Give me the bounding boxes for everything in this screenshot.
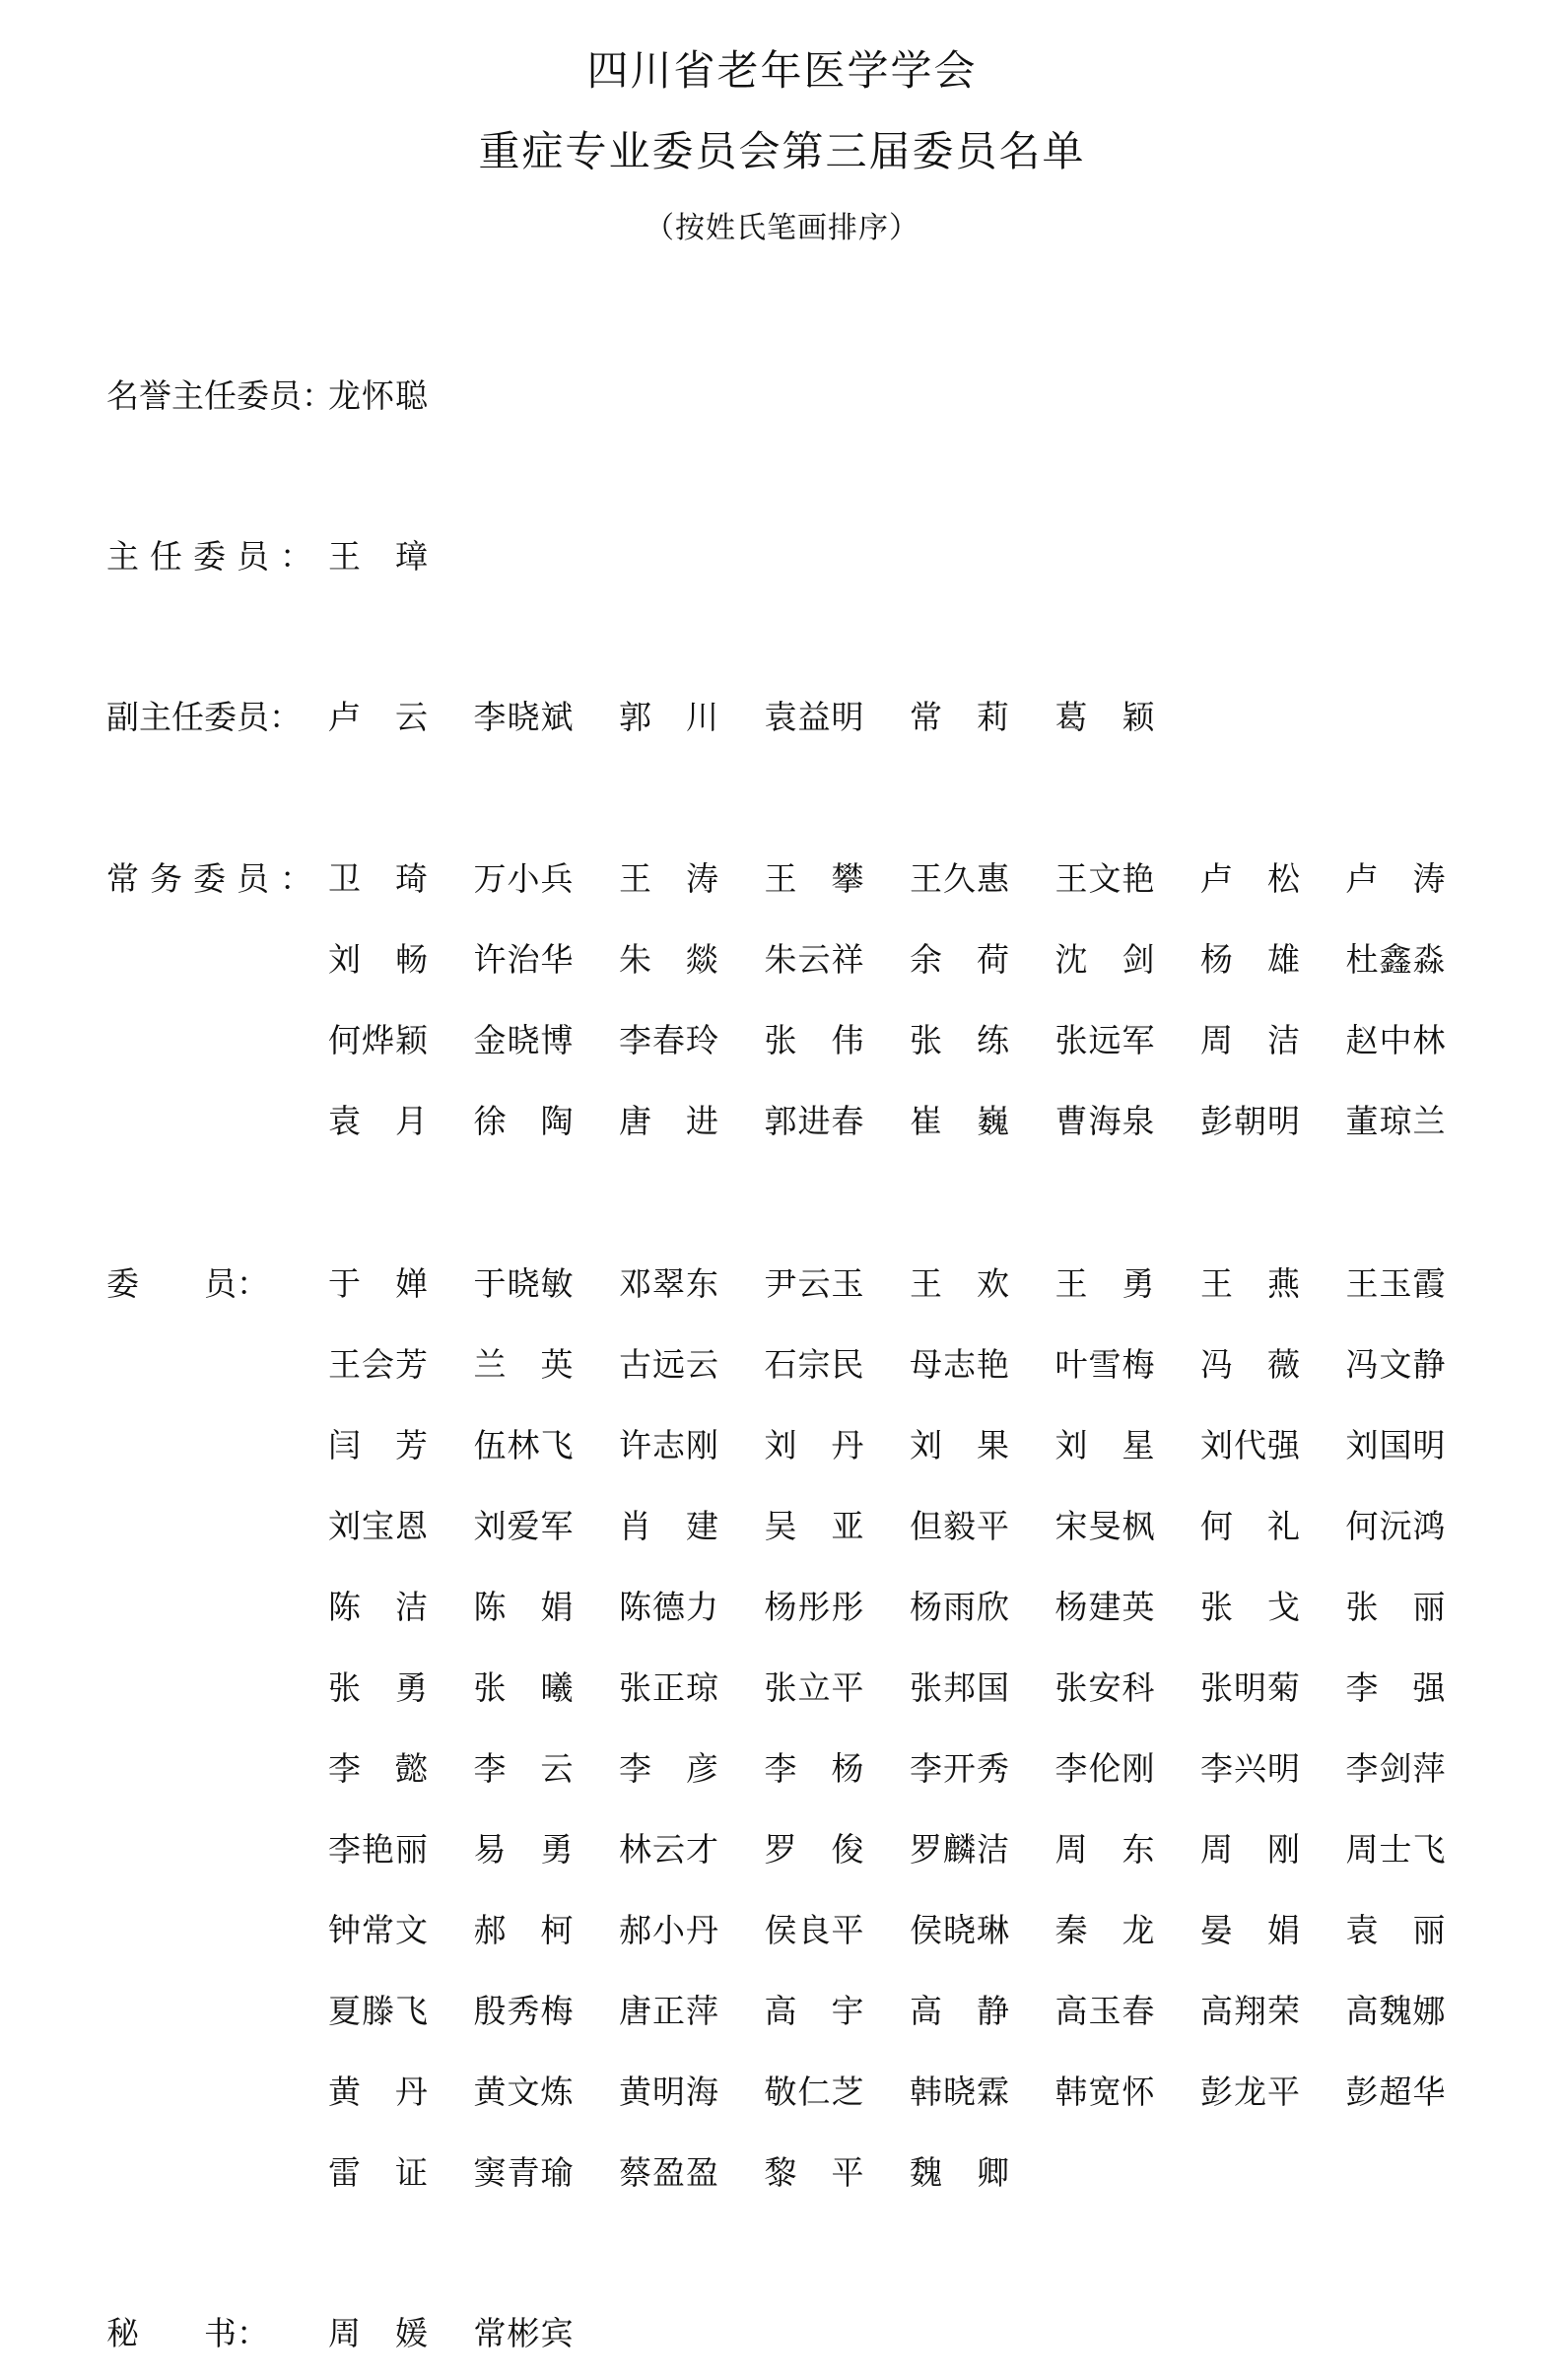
member-name: 古远云: [619, 1345, 719, 1384]
member-name: 韩晓霖: [910, 2073, 1010, 2111]
member-name: 李剑萍: [1345, 1749, 1447, 1788]
member-name: 卢 涛: [1345, 859, 1447, 898]
member-name: 侯良平: [764, 1911, 865, 1949]
member-name: 李春玲: [619, 1021, 719, 1059]
member-name: 罗麟洁: [910, 1830, 1010, 1869]
member-name: 林云才: [619, 1830, 719, 1869]
member-name: 杜鑫淼: [1345, 940, 1447, 979]
member-name: 王 燕: [1200, 1264, 1301, 1303]
member-name: 张正琼: [619, 1668, 719, 1707]
member-name: 袁 丽: [1345, 1911, 1447, 1949]
member-name: 张 戈: [1200, 1588, 1301, 1626]
member-name: 陈 娟: [473, 1588, 575, 1626]
member-name: 魏 卿: [910, 2153, 1010, 2192]
member-name: 刘宝恩: [328, 1507, 429, 1545]
member-name: 李 懿: [328, 1749, 429, 1788]
member-name: 高 宇: [764, 1992, 865, 2030]
member-name: 秦 龙: [1054, 1911, 1156, 1949]
member-name: 杨彤彤: [764, 1588, 865, 1626]
member-name: 伍林飞: [473, 1426, 575, 1464]
member-name: 陈德力: [619, 1588, 719, 1626]
member-name: 王 璋: [328, 537, 429, 576]
member-name: 刘爱军: [473, 1507, 575, 1545]
member-name: 李 杨: [764, 1749, 865, 1788]
member-name: 许志刚: [619, 1426, 719, 1464]
member-name: 王 攀: [764, 859, 865, 898]
member-name: 李兴明: [1200, 1749, 1301, 1788]
member-name: 高 静: [910, 1992, 1010, 2030]
member-name: 邓翠东: [619, 1264, 719, 1303]
member-name: 彭朝明: [1200, 1102, 1301, 1140]
member-name: 罗 俊: [764, 1830, 865, 1869]
member-name: 黄 丹: [328, 2073, 429, 2111]
member-name: 黎 平: [764, 2153, 865, 2192]
member-name: 李 彦: [619, 1749, 719, 1788]
member-name: 彭龙平: [1200, 2073, 1301, 2111]
member-name: 李晓斌: [473, 698, 575, 736]
member-name: 王会芳: [328, 1345, 429, 1384]
member-name: 卢 松: [1200, 859, 1301, 898]
member-name: 曹海泉: [1054, 1102, 1156, 1140]
member-name: 高玉春: [1054, 1992, 1156, 2030]
name-list: [328, 698, 1491, 737]
member-name: 于 婵: [328, 1264, 429, 1303]
member-name: 冯文静: [1345, 1345, 1447, 1384]
member-name: 王玉霞: [1345, 1264, 1447, 1303]
member-name: 高翔荣: [1200, 1992, 1301, 2030]
member-name: 黄文炼: [473, 2073, 575, 2111]
member-name: 张 丽: [1345, 1588, 1447, 1626]
member-name: 张 曦: [473, 1668, 575, 1707]
member-name: 蔡盈盈: [619, 2153, 719, 2192]
member-name: 袁益明: [764, 698, 865, 736]
member-name: 李伦刚: [1054, 1749, 1156, 1788]
member-name: 刘代强: [1200, 1426, 1301, 1464]
member-name: 高魏娜: [1345, 1992, 1447, 2030]
member-name: 王 涛: [619, 859, 719, 898]
member-name: 兰 英: [473, 1345, 575, 1384]
member-name: 余 荷: [910, 940, 1010, 979]
member-name: 张 伟: [764, 1021, 865, 1059]
member-name: 刘 星: [1054, 1426, 1156, 1464]
member-name: 于晓敏: [473, 1264, 575, 1303]
member-name: 周 刚: [1200, 1830, 1301, 1869]
member-name: 周士飞: [1345, 1830, 1447, 1869]
member-name: 敬仁芝: [764, 2073, 865, 2111]
member-name: 闫 芳: [328, 1426, 429, 1464]
member-name: 常 莉: [910, 698, 1010, 736]
member-name: 张邦国: [910, 1668, 1010, 1707]
member-name: 唐正萍: [619, 1992, 719, 2030]
section-label: 副主任委员：: [106, 698, 302, 736]
member-name: 张 练: [910, 1021, 1010, 1059]
member-name: 周 东: [1054, 1830, 1156, 1869]
member-name: 刘 果: [910, 1426, 1010, 1464]
member-name: 王 欢: [910, 1264, 1010, 1303]
member-name: 杨雨欣: [910, 1588, 1010, 1626]
member-name: 卫 琦: [328, 859, 429, 898]
member-name: 杨建英: [1054, 1588, 1156, 1626]
section-label: 常务委员：: [106, 859, 323, 898]
member-name: 常彬宾: [473, 2314, 575, 2352]
member-name: 尹云玉: [764, 1264, 865, 1303]
member-name: 殷秀梅: [473, 1992, 575, 2030]
member-name: 张安科: [1054, 1668, 1156, 1707]
member-name: 张立平: [764, 1668, 865, 1707]
member-name: 王久惠: [910, 859, 1010, 898]
name-list: [328, 859, 1491, 1141]
member-name: 周 洁: [1200, 1021, 1301, 1059]
section-label: 秘 书：: [106, 2314, 269, 2352]
member-name: 朱云祥: [764, 940, 865, 979]
member-name: 葛 颖: [1054, 698, 1156, 736]
member-name: 崔 巍: [910, 1102, 1010, 1140]
member-name: 李开秀: [910, 1749, 1010, 1788]
member-name: 雷 证: [328, 2153, 429, 2192]
member-name: 宋旻枫: [1054, 1507, 1156, 1545]
name-list: [328, 2314, 1491, 2353]
member-name: 沈 剑: [1054, 940, 1156, 979]
member-name: 夏滕飞: [328, 1992, 429, 2030]
member-name: 李艳丽: [328, 1830, 429, 1869]
name-list: [328, 1264, 1491, 2193]
name-list: [328, 376, 1491, 416]
member-name: 龙怀聪: [328, 376, 429, 415]
member-name: 王文艳: [1054, 859, 1156, 898]
member-name: 陈 洁: [328, 1588, 429, 1626]
member-name: 张明菊: [1200, 1668, 1301, 1707]
member-name: 张 勇: [328, 1668, 429, 1707]
member-name: 郭 川: [619, 698, 719, 736]
member-name: 董琼兰: [1345, 1102, 1447, 1140]
member-name: 张远军: [1054, 1021, 1156, 1059]
member-name: 刘 畅: [328, 940, 429, 979]
member-name: 吴 亚: [764, 1507, 865, 1545]
member-name: 徐 陶: [473, 1102, 575, 1140]
member-name: 肖 建: [619, 1507, 719, 1545]
member-name: 易 勇: [473, 1830, 575, 1869]
member-name: 叶雪梅: [1054, 1345, 1156, 1384]
member-name: 卢 云: [328, 698, 429, 736]
member-name: 侯晓琳: [910, 1911, 1010, 1949]
member-name: 郝小丹: [619, 1911, 719, 1949]
member-name: 石宗民: [764, 1345, 865, 1384]
member-name: 李 云: [473, 1749, 575, 1788]
member-name: 刘国明: [1345, 1426, 1447, 1464]
member-name: 郭进春: [764, 1102, 865, 1140]
document-subtitle: （按姓氏笔画排序）: [645, 211, 919, 245]
member-name: 郝 柯: [473, 1911, 575, 1949]
member-name: 冯 薇: [1200, 1345, 1301, 1384]
member-name: 钟常文: [328, 1911, 429, 1949]
member-name: 刘 丹: [764, 1426, 865, 1464]
name-list: [328, 537, 1491, 577]
member-name: 李 强: [1345, 1668, 1447, 1707]
member-name: 周 媛: [328, 2314, 429, 2352]
member-name: 许治华: [473, 940, 575, 979]
member-name: 唐 进: [619, 1102, 719, 1140]
document-title-line2: 重症专业委员会第三届委员名单: [478, 127, 1086, 175]
member-name: 杨 雄: [1200, 940, 1301, 979]
member-name: 袁 月: [328, 1102, 429, 1140]
section-label: 名誉主任委员：: [106, 376, 334, 415]
member-name: 韩宽怀: [1054, 2073, 1156, 2111]
member-name: 何沅鸿: [1345, 1507, 1447, 1545]
member-name: 赵中林: [1345, 1021, 1447, 1059]
member-name: 窦青瑜: [473, 2153, 575, 2192]
member-name: 彭超华: [1345, 2073, 1447, 2111]
section-label: 委 员：: [106, 1264, 269, 1303]
member-name: 朱 燚: [619, 940, 719, 979]
document-title-line1: 四川省老年医学学会: [586, 46, 978, 95]
section-label: 主任委员：: [106, 537, 323, 576]
member-name: 母志艳: [910, 1345, 1010, 1384]
member-name: 黄明海: [619, 2073, 719, 2111]
member-name: 金晓博: [473, 1021, 575, 1059]
member-name: 何 礼: [1200, 1507, 1301, 1545]
member-name: 王 勇: [1054, 1264, 1156, 1303]
member-name: 何烨颖: [328, 1021, 429, 1059]
member-name: 晏 娟: [1200, 1911, 1301, 1949]
member-name: 但毅平: [910, 1507, 1010, 1545]
member-name: 万小兵: [473, 859, 575, 898]
